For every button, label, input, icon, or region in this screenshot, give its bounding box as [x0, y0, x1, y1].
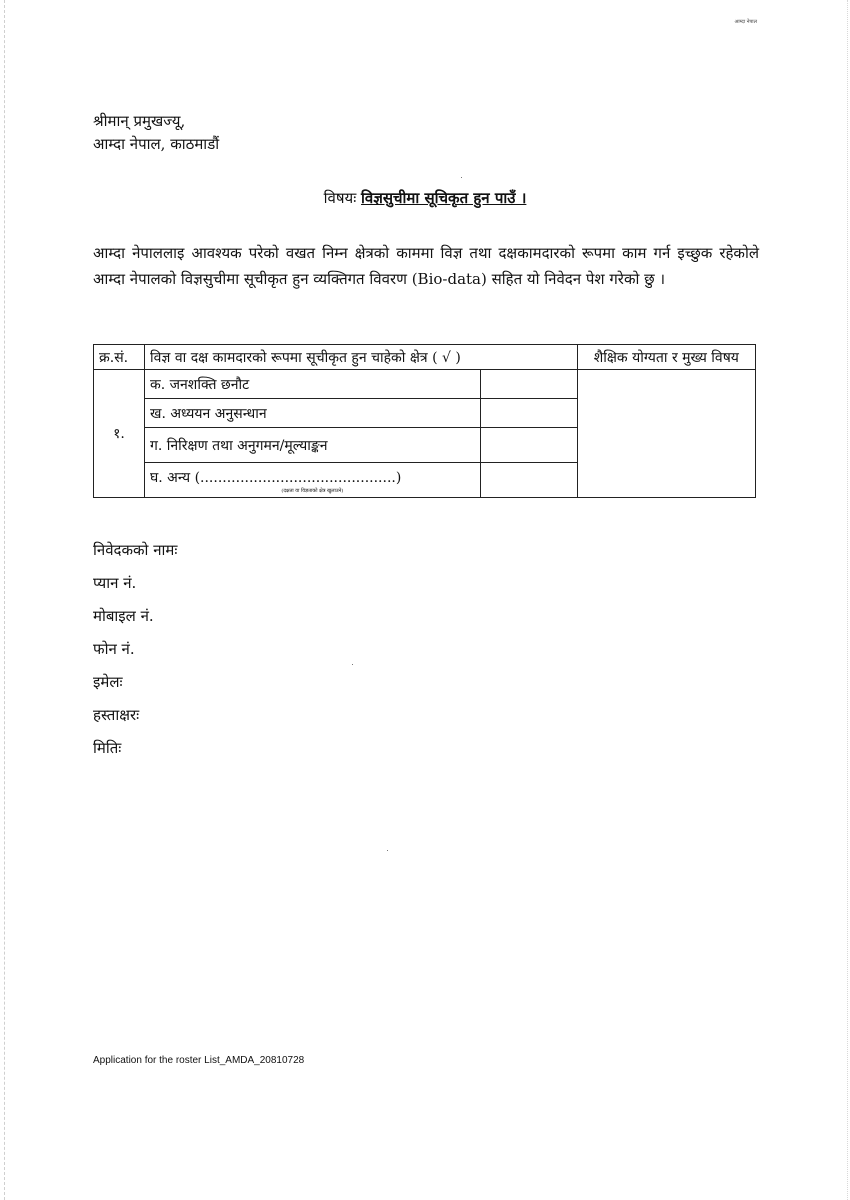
table-row: [94, 370, 756, 399]
recipient-address: [93, 110, 219, 156]
tick-cell-2[interactable]: [480, 399, 577, 428]
mobile-label: मोबाइल नं.: [93, 607, 154, 625]
pan-label: प्यान नं.: [93, 574, 137, 592]
email-label: इमेलः: [93, 673, 123, 691]
area-option-2: ख. अध्ययन अनुसन्धान: [145, 399, 481, 428]
document-footer: Application for the roster List_AMDA_20810728: [93, 1055, 305, 1066]
speck: [352, 664, 353, 665]
address-line-2: आम्दा नेपाल, काठमाडौं: [93, 135, 220, 153]
applicant-name-label: निवेदकको नामः: [93, 541, 178, 559]
subject-text: विज्ञसुचीमा सूचिकृत हुन पाउँ ।: [361, 189, 527, 207]
tick-cell-4[interactable]: [480, 463, 577, 498]
scan-edge-left: [4, 0, 5, 1200]
header-qualification: शैक्षिक योग्यता र मुख्य विषय: [577, 345, 755, 370]
serial-number: १.: [94, 370, 145, 498]
subject-line: [0, 188, 850, 208]
speck: [461, 177, 462, 178]
subject-label: विषयः: [323, 189, 357, 207]
scan-edge-right: [847, 0, 848, 1200]
signature-label: हस्ताक्षरः: [93, 706, 140, 724]
header-sn: क्र.सं.: [94, 345, 145, 370]
date-label: मितिः: [93, 739, 122, 757]
tick-cell-1[interactable]: [480, 370, 577, 399]
speck: [387, 850, 388, 851]
application-body: आम्दा नेपाललाइ आवश्यक परेको वखत निम्न क्षेत्रको काममा विज्ञ तथा दक्षकामदारको रूपमा काम गर्न इच्छुक रहेकोले आम्दा नेपालको विज्ञसुचीमा सूचीकृत हुन व्यक्तिगत विवरण (Bio-data) सहित यो निवेदन पेश गरेको छु ।: [93, 244, 759, 288]
area-option-1: क. जनशक्ति छनौट: [145, 370, 481, 399]
address-line-1: श्रीमान् प्रमुखज्यू,: [93, 112, 186, 130]
area-option-3: ग. निरिक्षण तथा अनुगमन/मूल्याङ्कन: [145, 428, 481, 463]
phone-label: फोन नं.: [93, 640, 135, 658]
other-area-note: (दक्षता वा विज्ञताको क्षेत्र खुलाउने): [281, 488, 344, 494]
qualification-cell[interactable]: [577, 370, 755, 498]
roster-area-table: [93, 344, 756, 498]
tick-cell-3[interactable]: [480, 428, 577, 463]
area-option-4: घ. अन्य (............................................): [150, 470, 402, 486]
table-header-row: [94, 345, 756, 370]
header-area: विज्ञ वा दक्ष कामदारको रूपमा सूचीकृत हुन चाहेको क्षेत्र ( √ ): [145, 345, 578, 370]
applicant-fields: [93, 538, 177, 769]
corner-mark: आम्दा नेपाल: [734, 19, 757, 25]
area-option-4-cell: [145, 463, 481, 498]
